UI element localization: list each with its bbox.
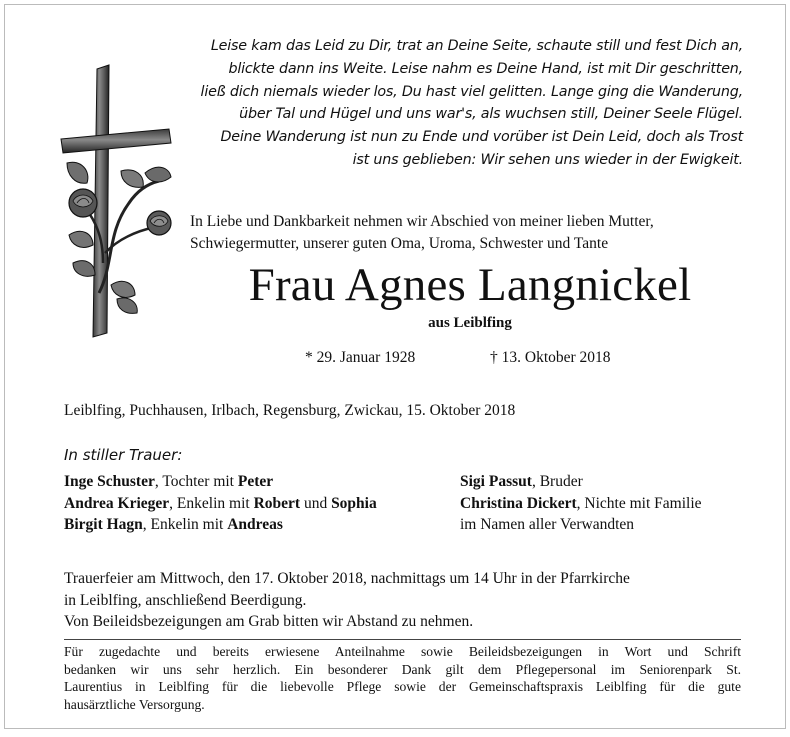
mourners-heading: In stiller Trauer: <box>64 446 183 464</box>
places-and-date: Leiblfing, Puchhausen, Irlbach, Regensburg, Zwickau, 15. Oktober 2018 <box>64 402 516 419</box>
death-date: † 13. Oktober 2018 <box>490 349 611 366</box>
mourner-name: Inge Schuster <box>64 473 155 490</box>
intro-line: Schwiegermutter, unserer guten Oma, Uroma, Schwester und Tante <box>190 235 609 252</box>
mourner-name: Sigi Passut <box>460 473 532 490</box>
mourner-line <box>64 493 377 515</box>
obituary-notice <box>4 4 786 729</box>
mourner-relation: , Enkelin mit <box>142 516 228 533</box>
mourner-relation: , Bruder <box>531 473 583 490</box>
mourner-relation: und <box>300 494 332 512</box>
farewell-intro <box>190 211 654 255</box>
mourner-line <box>460 493 702 515</box>
thanks-line: bedanken wir uns sehr herzlich. Ein besonderer Dank gilt dem Pflegepersonal im Seniorenpark St. <box>64 661 741 677</box>
mourner-name: Andreas <box>227 516 283 533</box>
mourner-relation: , Nichte mit Familie <box>576 494 702 512</box>
poem-line: ist uns geblieben: Wir sehen uns wieder in der Ewigkeit. <box>352 151 743 168</box>
thanks-paragraph <box>64 643 741 713</box>
mourner-name: Christina Dickert <box>460 494 577 512</box>
intro-line: In Liebe und Dankbarkeit nehmen wir Abschied von meiner lieben Mutter, <box>190 213 654 230</box>
thanks-line: Laurentius in Leiblfing für die liebevolle Pflege sowie der Gemeinschaftspraxis Leiblfing für die gute <box>64 679 741 694</box>
mourner-name: Birgit Hagn <box>64 516 143 533</box>
service-line: in Leiblfing, anschließend Beerdigung. <box>64 591 307 609</box>
mourner-line <box>64 471 377 493</box>
service-line: Von Beileidsbezeigungen am Grab bitten wir Abstand zu nehmen. <box>64 613 474 630</box>
divider-line <box>64 639 741 640</box>
service-line: Trauerfeier am Mittwoch, den 17. Oktober 2018, nachmittags um 14 Uhr in der Pfarrkirche <box>64 570 630 587</box>
poem-line: über Tal und Hügel und uns war's, als wuchsen still, Deiner Seele Flügel. <box>239 106 743 123</box>
poem-line: ließ dich niemals wieder los, Du hast viel gelitten. Lange ging die Wanderung, <box>200 83 743 100</box>
thanks-line: hausärztliche Versorgung. <box>64 696 205 712</box>
deceased-origin: aus Leiblfing <box>428 315 512 331</box>
deceased-name: Frau Agnes Langnickel <box>248 259 692 311</box>
mourner-line <box>64 514 377 536</box>
mourner-name: Andrea Krieger <box>64 494 170 512</box>
funeral-service-info <box>64 568 630 633</box>
poem-line: Deine Wanderung ist nun zu Ende und vorüber ist Dein Leid, doch als Trost <box>220 129 743 146</box>
mourner-name: Peter <box>237 473 274 490</box>
thanks-line: Für zugedachte und bereits erwiesene Anteilnahme sowie Beileidsbezeigungen in Wort und Schrift <box>64 644 741 659</box>
mourner-relation: , Enkelin mit <box>169 494 254 512</box>
mourner-name: Sophia <box>331 494 377 512</box>
mourner-relation: , Tochter mit <box>154 473 238 490</box>
mourner-name: Robert <box>253 494 301 512</box>
mourners-left-column <box>64 471 377 536</box>
birth-date: * 29. Januar 1928 <box>305 349 416 366</box>
mourner-line <box>460 514 702 536</box>
mourner-line <box>460 471 702 493</box>
poem-line: blickte dann ins Weite. Leise nahm es Deine Hand, ist mit Dir geschritten, <box>228 60 743 77</box>
poem-line: Leise kam das Leid zu Dir, trat an Deine Seite, schaute still und fest Dich an, <box>210 38 743 54</box>
mourner-relation: im Namen aller Verwandten <box>460 516 635 533</box>
memorial-poem <box>183 35 743 172</box>
mourners-right-column <box>460 471 702 536</box>
